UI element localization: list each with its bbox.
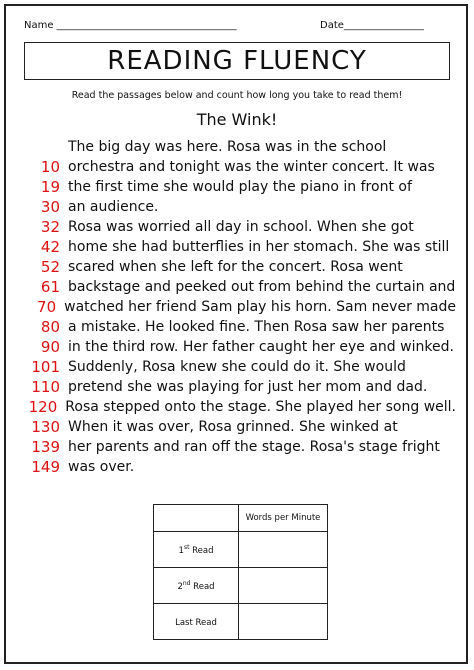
passage-line [16, 457, 456, 477]
passage [16, 137, 456, 477]
word-count: 90 [40, 338, 60, 356]
line-text: an audience. [68, 199, 159, 215]
passage-line [16, 297, 456, 317]
word-count: 120 [28, 398, 58, 416]
word-count: 10 [40, 158, 60, 176]
line-text: her parents and ran off the stage. Rosa's stage fright [68, 439, 440, 455]
page-title: READING FLUENCY [107, 46, 367, 76]
date-field: Date________________ [320, 20, 424, 31]
line-text: Suddenly, Rosa knew she could do it. She would [68, 359, 406, 375]
line-text: When it was over, Rosa grinned. She winked at [68, 419, 398, 435]
word-count: 42 [40, 238, 60, 256]
passage-line [16, 437, 456, 457]
line-text: in the third row. Her father caught her eye and winked. [68, 339, 454, 355]
passage-line [16, 157, 456, 177]
passage-line [16, 417, 456, 437]
line-text: a mistake. He looked fine. Then Rosa saw her parents [68, 319, 445, 335]
word-count: 30 [40, 198, 60, 216]
name-field: Name ____________________________________ [24, 20, 237, 31]
line-text: pretend she was playing for just her mom and dad. [68, 379, 428, 395]
title-box [24, 42, 450, 80]
wpm-entry-cell[interactable] [239, 604, 328, 640]
passage-line [16, 237, 456, 257]
row-label: 2nd Read [154, 568, 239, 604]
word-count: 139 [31, 438, 60, 456]
passage-line [16, 337, 456, 357]
line-text: scared when she left for the concert. Rosa went [68, 259, 403, 275]
fluency-table [153, 504, 328, 640]
passage-line [16, 217, 456, 237]
passage-line [16, 177, 456, 197]
passage-line [16, 257, 456, 277]
passage-line [16, 277, 456, 297]
row-label: 1st Read [154, 532, 239, 568]
line-text: orchestra and tonight was the winter concert. It was [68, 159, 435, 175]
instructions: Read the passages below and count how long you take to read them! [71, 90, 403, 101]
word-count: 52 [40, 258, 60, 276]
line-text: Rosa was worried all day in school. When she got [68, 219, 414, 235]
table-header-wpm: Words per Minute [239, 505, 328, 532]
table-row [154, 604, 328, 640]
row-label: Last Read [154, 604, 239, 640]
word-count: 110 [31, 378, 60, 396]
table-corner-cell [154, 505, 239, 532]
passage-line [16, 357, 456, 377]
line-text: watched her friend Sam play his horn. Sam never made [64, 299, 456, 315]
word-count: 130 [31, 418, 60, 436]
line-text: was over. [68, 459, 135, 475]
passage-line [16, 137, 456, 157]
word-count: 32 [40, 218, 60, 236]
passage-line [16, 317, 456, 337]
line-text: backstage and peeked out from behind the curtain and [68, 279, 456, 295]
passage-line [16, 197, 456, 217]
wpm-entry-cell[interactable] [239, 532, 328, 568]
passage-line [16, 377, 456, 397]
word-count: 101 [31, 358, 60, 376]
word-count: 149 [31, 458, 60, 476]
table-row [154, 568, 328, 604]
word-count: 19 [40, 178, 60, 196]
line-text: the first time she would play the piano in front of [68, 179, 412, 195]
wpm-entry-cell[interactable] [239, 568, 328, 604]
word-count: 61 [40, 278, 60, 296]
line-text: Rosa stepped onto the stage. She played her song well. [65, 399, 456, 415]
word-count: 80 [40, 318, 60, 336]
word-count: 70 [37, 298, 57, 316]
passage-line [16, 397, 456, 417]
fluency-table-wrap [153, 504, 328, 640]
passage-title: The Wink! [196, 110, 278, 129]
line-text: The big day was here. Rosa was in the school [68, 139, 387, 155]
line-text: home she had butterflies in her stomach. She was still [68, 239, 450, 255]
table-row [154, 532, 328, 568]
